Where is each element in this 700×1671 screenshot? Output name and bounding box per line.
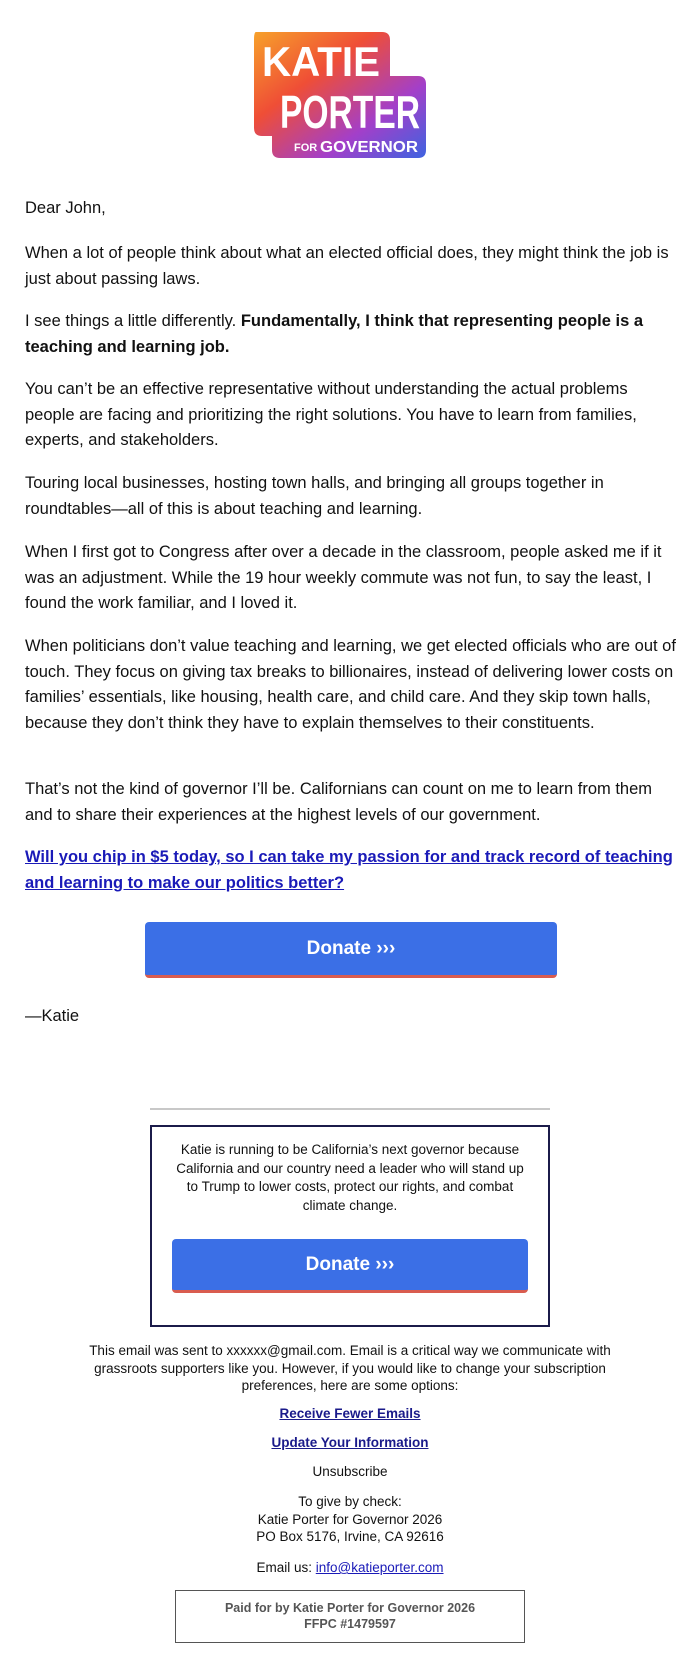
- unsubscribe-link[interactable]: Unsubscribe: [312, 1464, 388, 1479]
- logo-for: FOR: [294, 142, 318, 154]
- logo-governor: GOVERNOR: [320, 139, 419, 156]
- footer-fewer-emails: [60, 1405, 640, 1423]
- footer-email: [60, 1559, 640, 1577]
- donation-ask: [25, 845, 677, 896]
- receive-fewer-emails-link[interactable]: Receive Fewer Emails: [279, 1406, 421, 1421]
- paragraph-3: You can’t be an effective representative without understanding the actual problems people are facing and prioritizing the right solutions. You have to learn from families, experts, and stakeholders.: [25, 380, 637, 449]
- update-your-information-link[interactable]: Update Your Information: [271, 1435, 429, 1450]
- donate-button-secondary[interactable]: Donate ›››: [172, 1239, 528, 1293]
- email-label: Email us:: [256, 1560, 316, 1575]
- campaign-logo: [250, 32, 450, 172]
- logo-line1: KATIE: [262, 38, 380, 85]
- paragraph-1: When a lot of people think about what an elected official does, they might think the job is just about passing laws.: [25, 244, 669, 288]
- paragraph-5: When I first got to Congress after over a decade in the classroom, people asked me if it was an adjustment. While the 19 hour weekly commute was not fun, to say the least, I found the work familiar, and I loved it.: [25, 543, 662, 612]
- fppc-number: FFPC #1479597: [304, 1617, 396, 1631]
- email-link[interactable]: info@katieporter.com: [315, 1560, 444, 1575]
- signoff: —Katie: [25, 1007, 80, 1025]
- about-box: [150, 1125, 550, 1327]
- donate-button[interactable]: Donate ›››: [145, 922, 557, 978]
- paragraph-7: That’s not the kind of governor I’ll be. Californians can count on me to learn from them and to share their experiences at the highest levels of our government.: [25, 780, 653, 824]
- donation-ask-link[interactable]: Will you chip in $5 today, so I can take my passion for and track record of teaching and learning to make our politics better?: [25, 848, 673, 892]
- give-by-check: [60, 1493, 640, 1546]
- paragraph-6: When politicians don’t value teaching and learning, we get elected officials who are out of touch. They focus on giving tax breaks to billionaires, instead of delivering lower costs on families’ essentials, like housing, health care, and child care. And they skip town halls, because they don’t think they have to explain themselves to their constituents.: [25, 637, 676, 732]
- check-name: Katie Porter for Governor 2026: [257, 1511, 443, 1527]
- katie-porter-logo-icon: [250, 32, 450, 172]
- paragraph-2-bold: Fundamentally, I think that representing people is a teaching and learning job.: [25, 312, 644, 356]
- check-intro: To give by check:: [298, 1494, 402, 1509]
- footer-update-info: [60, 1434, 640, 1452]
- check-address: PO Box 5176, Irvine, CA 92616: [256, 1529, 444, 1544]
- paragraph-2-plain: I see things a little differently.: [25, 312, 241, 330]
- logo-line2: PORTER: [280, 86, 420, 138]
- footer-sent-notice: This email was sent to xxxxxx@gmail.com. Email is a critical way we communicate with grassroots supporters like you. However, if you would like to change your subscription preferences, here are some options:: [89, 1343, 611, 1393]
- divider: [150, 1108, 550, 1110]
- paragraph-4: Touring local businesses, hosting town halls, and bringing all groups together in roundtables—all of this is about teaching and learning.: [25, 474, 604, 518]
- paragraph-2: [25, 309, 677, 360]
- paid-for-disclaimer: [175, 1590, 525, 1643]
- about-text: Katie is running to be California’s next governor because California and our country need a leader who will stand up to Trump to lower costs, protect our rights, and combat climate change.: [176, 1142, 524, 1213]
- paid-for-text: Paid for by Katie Porter for Governor 2026: [224, 1601, 476, 1615]
- salutation: Dear John,: [25, 199, 106, 217]
